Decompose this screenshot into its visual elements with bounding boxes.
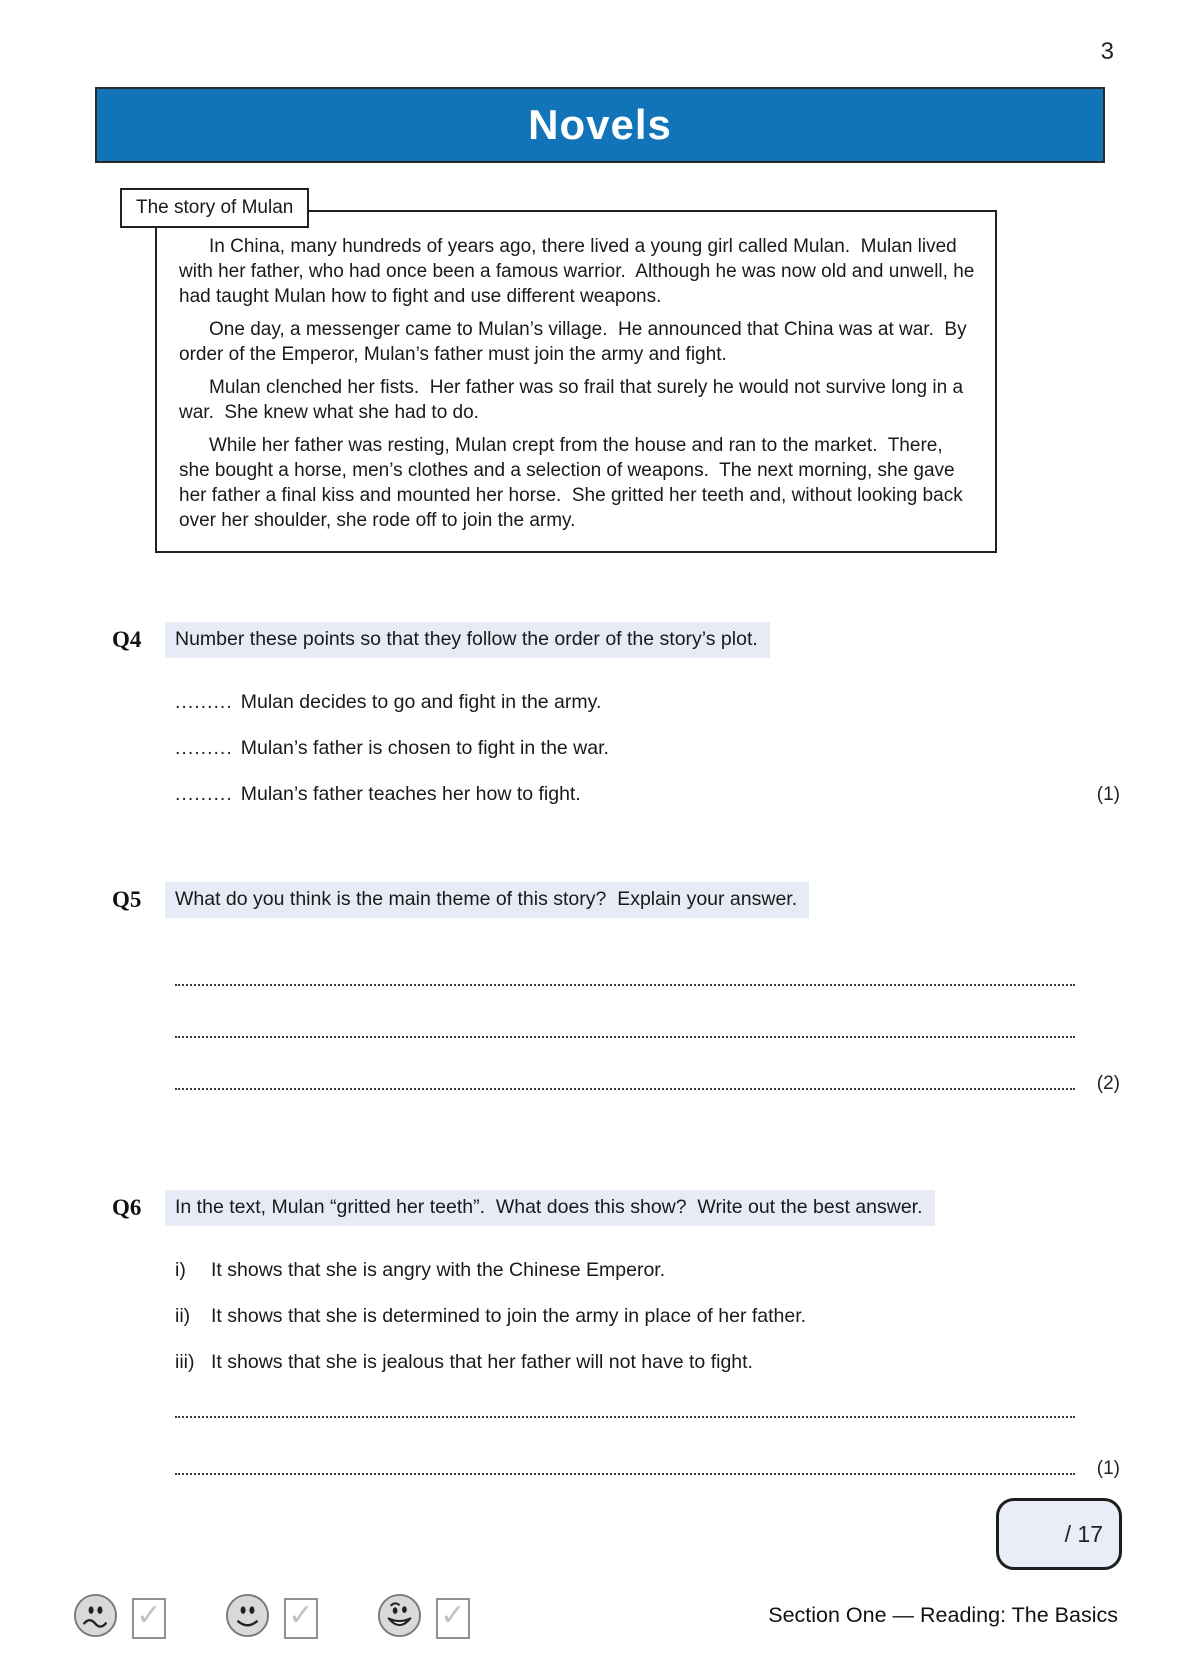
q6-answer-row — [175, 1396, 1120, 1418]
self-assessment-happy-group — [376, 1592, 470, 1644]
q6-option-numeral: ii) — [175, 1305, 191, 1327]
q4-answer-blank: ......... — [175, 737, 233, 759]
q5-answer-line — [175, 1036, 1075, 1038]
page-number: 3 — [1100, 38, 1114, 65]
story-box — [136, 197, 997, 553]
q6-option-text: It shows that she is jealous that her father will not have to fight. — [211, 1351, 753, 1373]
q6-answer-line — [175, 1416, 1075, 1418]
neutral-face-icon — [224, 1592, 271, 1644]
q5-prompt: What do you think is the main theme of this story? Explain your answer. — [165, 882, 809, 918]
score-box — [996, 1498, 1122, 1570]
story-title-label: The story of Mulan — [120, 188, 309, 228]
q4-marks-label: (1) — [1096, 784, 1120, 805]
check-icon: ✓ — [288, 1599, 314, 1632]
q6-answer-row — [175, 1418, 1120, 1479]
q4-answer-blank: ......... — [175, 691, 233, 713]
self-assessment-sad-group — [72, 1592, 166, 1644]
q5-answer-row — [175, 934, 1120, 986]
sad-checkbox[interactable] — [132, 1598, 166, 1639]
happy-face-icon — [376, 1592, 423, 1644]
q4-header — [0, 622, 1200, 658]
question-q4 — [0, 622, 1200, 829]
q6-option-text: It shows that she is angry with the Chinese Emperor. — [211, 1259, 666, 1281]
neutral-checkbox[interactable] — [284, 1598, 318, 1639]
q4-number: Q4 — [112, 627, 142, 652]
q6-prompt: In the text, Mulan “gritted her teeth”. What does this show? Write out the best answer. — [165, 1190, 935, 1226]
self-assessment-row — [72, 1592, 470, 1644]
sad-face-icon — [72, 1592, 119, 1644]
q5-answer-row — [175, 986, 1120, 1038]
q6-option-text: It shows that she is determined to join the army in place of her father. — [211, 1305, 807, 1327]
q6-option — [175, 1304, 1120, 1328]
q6-header — [0, 1190, 1200, 1226]
q6-option-numeral: iii) — [175, 1351, 195, 1373]
q6-option — [175, 1350, 1120, 1374]
story-paragraph: In China, many hundreds of years ago, there lived a young girl called Mulan. Mulan lived with her father, who had once been a famous warrior. Although he was now old and unwell, he had taught Mulan how to fight and use different weapons. — [179, 236, 980, 307]
q4-order-item — [175, 782, 1120, 807]
check-icon: ✓ — [136, 1599, 162, 1632]
section-title-banner — [95, 87, 1105, 163]
q5-header — [0, 882, 1200, 918]
q6-option — [175, 1258, 1120, 1282]
self-assessment-neutral-group — [224, 1592, 318, 1644]
q6-marks-label: (1) — [1096, 1458, 1120, 1479]
question-q5 — [0, 882, 1200, 1094]
q5-number: Q5 — [112, 887, 142, 912]
page-title: Novels — [528, 101, 672, 148]
q5-answer-row — [175, 1038, 1120, 1094]
q5-answer-line — [175, 984, 1075, 986]
footer-section-label: Section One — Reading: The Basics — [768, 1603, 1118, 1627]
q4-order-item — [175, 690, 1120, 714]
q5-marks-label: (2) — [1096, 1073, 1120, 1094]
question-q6 — [0, 1190, 1200, 1479]
q4-order-item — [175, 736, 1120, 760]
q5-answer-line — [175, 1088, 1075, 1090]
q6-answer-line — [175, 1473, 1075, 1475]
q4-item-text: Mulan decides to go and fight in the army. — [240, 691, 602, 713]
happy-checkbox[interactable] — [436, 1598, 470, 1639]
q4-item-text: Mulan’s father is chosen to fight in the war. — [240, 737, 609, 759]
story-paragraph: One day, a messenger came to Mulan’s village. He announced that China was at war. By order of the Emperor, Mulan’s father must join the army and fight. — [179, 319, 972, 365]
q4-item-text: Mulan’s father teaches her how to fight. — [240, 783, 581, 805]
q6-option-numeral: i) — [175, 1259, 186, 1281]
check-icon: ✓ — [440, 1599, 466, 1632]
q4-prompt: Number these points so that they follow the order of the story’s plot. — [165, 622, 770, 658]
q4-answer-blank: ......... — [175, 783, 233, 805]
story-paragraph: Mulan clenched her fists. Her father was so frail that surely he would not survive long in a war. She knew what she had to do. — [179, 377, 969, 423]
q6-number: Q6 — [112, 1195, 142, 1220]
score-total-label: / 17 — [1064, 1520, 1103, 1547]
story-paragraph: While her father was resting, Mulan crept from the house and ran to the market. There, she bought a horse, men’s clothes and a selection of weapons. The next morning, she gave her father a final kiss and mounted her horse. She gritted her teeth and, without looking back over her shoulder, she rode off to join the army. — [179, 435, 968, 531]
